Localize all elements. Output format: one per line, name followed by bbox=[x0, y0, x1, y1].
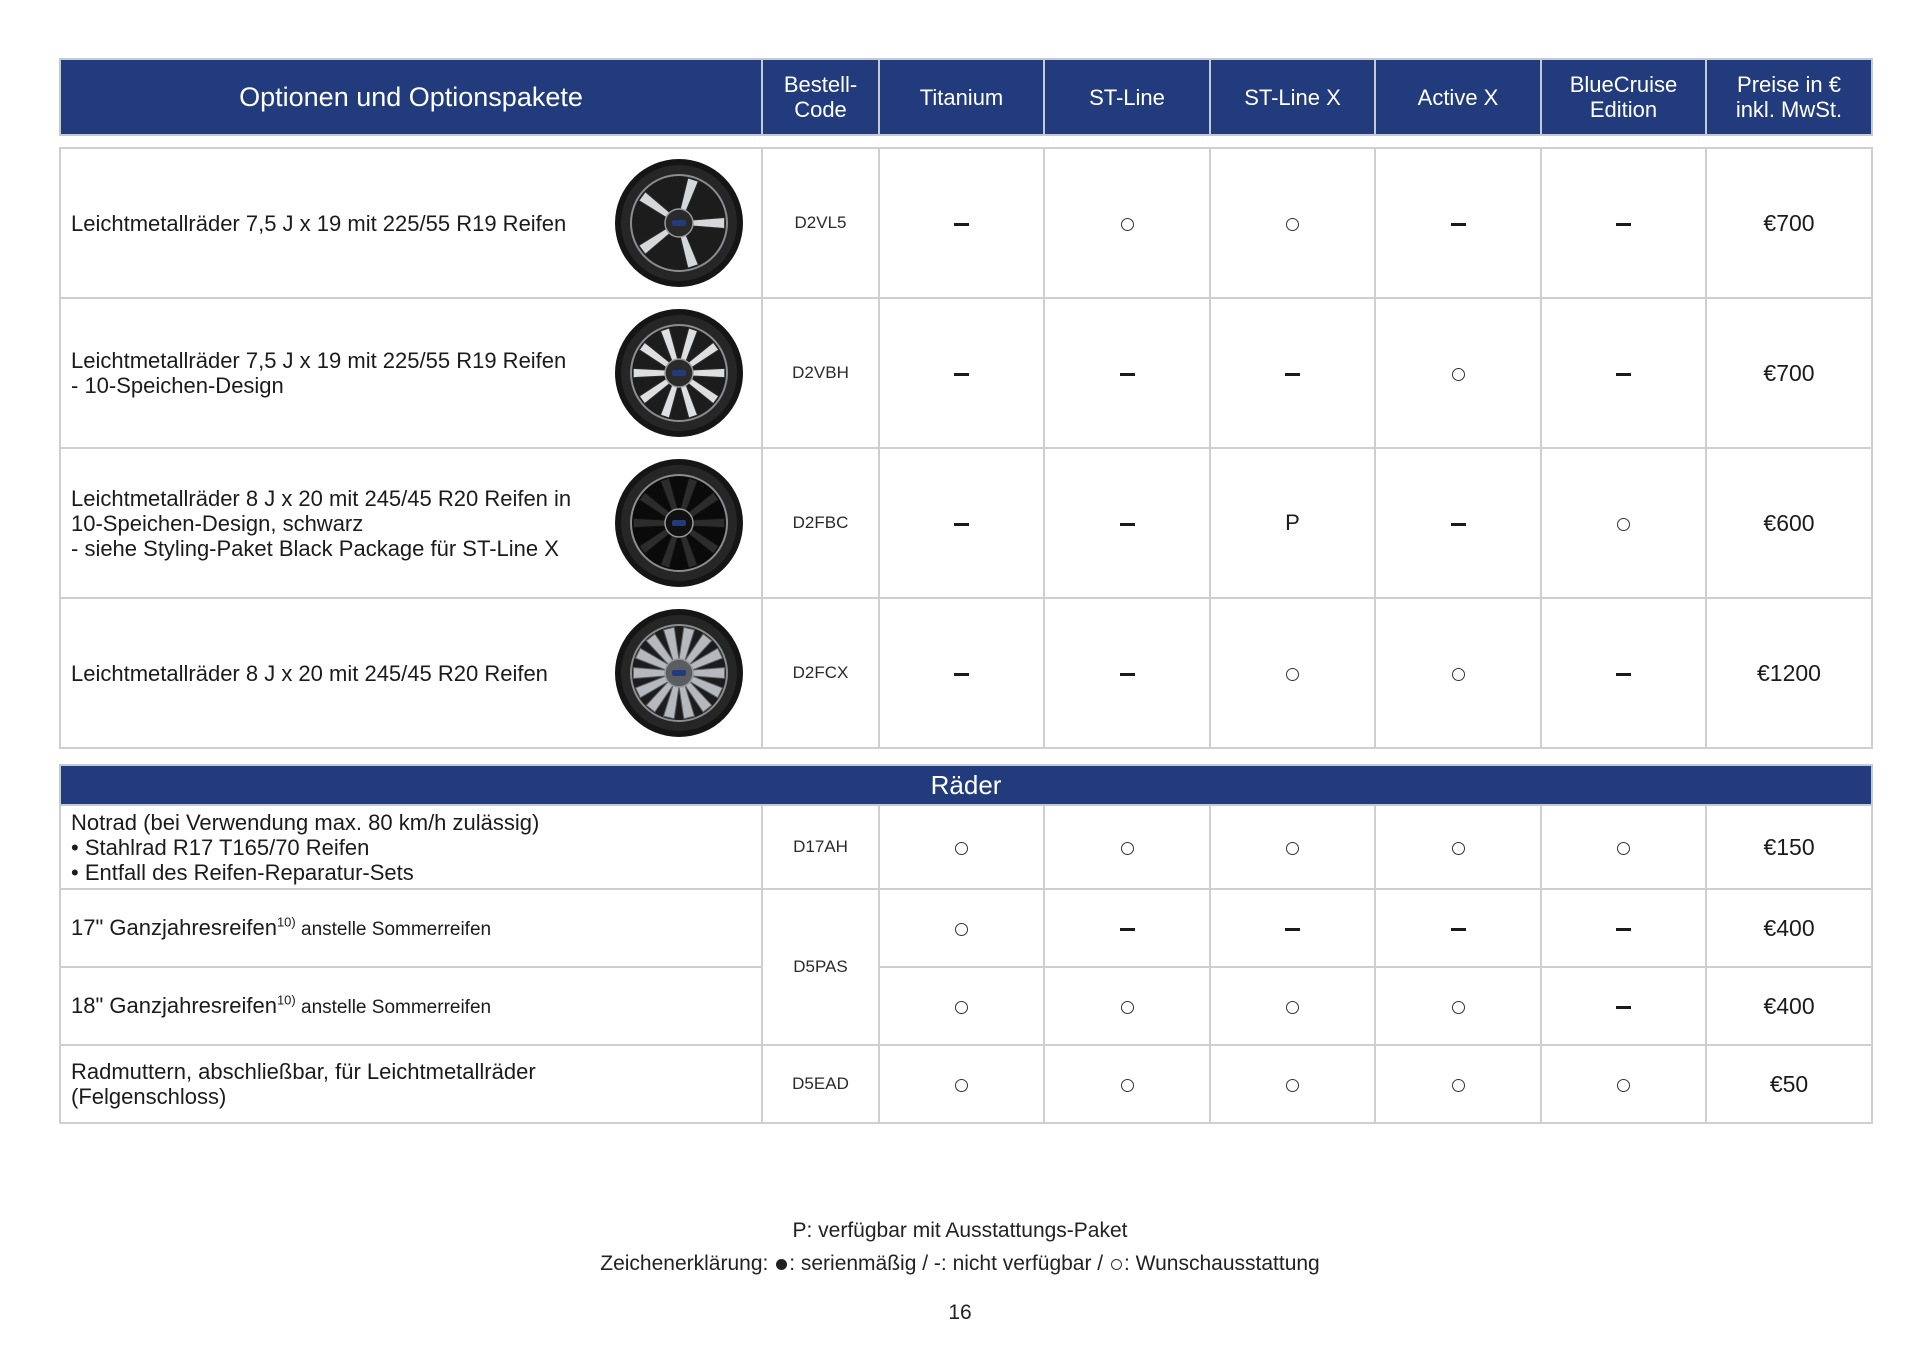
empty-circle-icon bbox=[1121, 218, 1134, 231]
table-row bbox=[60, 598, 1872, 748]
dash-icon bbox=[1120, 673, 1135, 676]
wheel-option-price: €700 bbox=[1706, 298, 1872, 448]
empty-circle-icon bbox=[1617, 842, 1630, 855]
availability-cell bbox=[1375, 967, 1541, 1045]
radmuttern-description: Radmuttern, abschließbar, für Leichtmetallräder (Felgenschloss) bbox=[60, 1045, 762, 1123]
empty-circle-icon bbox=[1452, 668, 1465, 681]
availability-cell bbox=[1541, 298, 1706, 448]
availability-cell bbox=[1044, 967, 1210, 1045]
availability-cell bbox=[1210, 148, 1375, 298]
availability-cell bbox=[1210, 448, 1375, 598]
availability-cell bbox=[1375, 889, 1541, 967]
availability-cell bbox=[1210, 1045, 1375, 1123]
wheel-option-code: D2FBC bbox=[762, 448, 879, 598]
availability-cell bbox=[1375, 805, 1541, 889]
wheel-option-code: D2VBH bbox=[762, 298, 879, 448]
empty-circle-icon bbox=[955, 923, 968, 936]
package-mark: P bbox=[1285, 510, 1300, 535]
table-row bbox=[60, 1045, 1872, 1123]
notrad-description: Notrad (bei Verwendung max. 80 km/h zulässig) • Stahlrad R17 T165/70 Reifen • Entfall des Reifen-Reparatur-Sets bbox=[60, 805, 762, 889]
availability-cell bbox=[879, 967, 1044, 1045]
radmuttern-price: €50 bbox=[1706, 1045, 1872, 1123]
wheel-option-description: Leichtmetallräder 7,5 J x 19 mit 225/55 R19 Reifen - 10-Speichen-Design bbox=[60, 298, 762, 448]
header-table bbox=[59, 58, 1873, 136]
availability-cell bbox=[1044, 598, 1210, 748]
legend-optional: : Wunschausstattung bbox=[1124, 1252, 1320, 1275]
ganzjahr18-price: €400 bbox=[1706, 967, 1872, 1045]
wheel-option-description: Leichtmetallräder 8 J x 20 mit 245/45 R20 Reifen bbox=[60, 598, 762, 748]
legend-prefix: Zeichenerklärung: bbox=[600, 1252, 769, 1275]
notrad-price: €150 bbox=[1706, 805, 1872, 889]
availability-cell bbox=[879, 148, 1044, 298]
availability-cell bbox=[1210, 889, 1375, 967]
table-row bbox=[60, 298, 1872, 448]
empty-circle-icon bbox=[1286, 842, 1299, 855]
availability-cell bbox=[1541, 148, 1706, 298]
availability-cell bbox=[1375, 1045, 1541, 1123]
empty-circle-icon bbox=[955, 842, 968, 855]
wheel-10-spoke-silver-icon bbox=[613, 307, 745, 439]
wheel-10-spoke-black-icon bbox=[613, 457, 745, 589]
dash-icon bbox=[1616, 223, 1631, 226]
empty-circle-icon bbox=[1286, 218, 1299, 231]
availability-cell bbox=[1044, 448, 1210, 598]
availability-cell bbox=[1044, 805, 1210, 889]
wheel-option-code: D2FCX bbox=[762, 598, 879, 748]
availability-cell bbox=[1541, 1045, 1706, 1123]
table-row bbox=[60, 148, 1872, 298]
availability-cell bbox=[1210, 298, 1375, 448]
table-row bbox=[60, 967, 1872, 1045]
availability-cell bbox=[1210, 598, 1375, 748]
availability-cell bbox=[1541, 889, 1706, 967]
availability-cell bbox=[879, 1045, 1044, 1123]
availability-cell bbox=[1044, 1045, 1210, 1123]
header-title: Optionen und Optionspakete bbox=[60, 59, 762, 135]
footer-legend bbox=[0, 1252, 1920, 1276]
availability-cell bbox=[1044, 298, 1210, 448]
empty-circle-icon bbox=[1286, 668, 1299, 681]
dash-icon bbox=[954, 373, 969, 376]
wheel-multi-spoke-grey-icon bbox=[613, 607, 745, 739]
dash-icon bbox=[954, 223, 969, 226]
wheel-option-price: €1200 bbox=[1706, 598, 1872, 748]
header-col-price: Preise in € inkl. MwSt. bbox=[1706, 59, 1872, 135]
raeder-section-title: Räder bbox=[60, 765, 1872, 805]
notrad-code: D17AH bbox=[762, 805, 879, 889]
header-col-st-line: ST-Line bbox=[1044, 59, 1210, 135]
availability-cell bbox=[879, 448, 1044, 598]
ganzjahr18-description: 18" Ganzjahresreifen$^{10)}$ anstelle Sommerreifen bbox=[60, 967, 762, 1045]
wheel-option-price: €600 bbox=[1706, 448, 1872, 598]
empty-circle-icon bbox=[1121, 1001, 1134, 1014]
empty-circle-icon bbox=[1452, 368, 1465, 381]
wheel-option-price: €700 bbox=[1706, 148, 1872, 298]
availability-cell bbox=[1375, 448, 1541, 598]
ganzjahr17-price: €400 bbox=[1706, 889, 1872, 967]
table-row bbox=[60, 889, 1872, 967]
radmuttern-code: D5EAD bbox=[762, 1045, 879, 1123]
dash-icon bbox=[1120, 928, 1135, 931]
availability-cell bbox=[879, 889, 1044, 967]
empty-circle-icon bbox=[1286, 1001, 1299, 1014]
legend-standard: : serienmäßig / -: nicht verfügbar / bbox=[789, 1252, 1104, 1275]
dash-icon bbox=[954, 523, 969, 526]
availability-cell bbox=[1210, 967, 1375, 1045]
availability-cell bbox=[879, 598, 1044, 748]
header-col-st-line-x: ST-Line X bbox=[1210, 59, 1375, 135]
availability-cell bbox=[1375, 148, 1541, 298]
dash-icon bbox=[1616, 373, 1631, 376]
dash-icon bbox=[1120, 373, 1135, 376]
wheel-option-code: D2VL5 bbox=[762, 148, 879, 298]
dash-icon bbox=[954, 673, 969, 676]
ganzjahr17-description: 17" Ganzjahresreifen$^{10)}$ anstelle Sommerreifen bbox=[60, 889, 762, 967]
dash-icon bbox=[1451, 523, 1466, 526]
empty-circle-icon bbox=[1121, 842, 1134, 855]
header-col-bluecruise: BlueCruise Edition bbox=[1541, 59, 1706, 135]
dash-icon bbox=[1285, 373, 1300, 376]
table-row bbox=[60, 448, 1872, 598]
availability-cell bbox=[879, 298, 1044, 448]
wheel-5-spoke-silver-icon bbox=[613, 157, 745, 289]
empty-circle-icon bbox=[1286, 1079, 1299, 1092]
dash-icon bbox=[1616, 1006, 1631, 1009]
availability-cell bbox=[1044, 889, 1210, 967]
wheel-option-description: Leichtmetallräder 8 J x 20 mit 245/45 R20 Reifen in 10-Speichen-Design, schwarz - siehe Styling-Paket Black Package für ST-Line X bbox=[60, 448, 762, 598]
empty-circle-icon bbox=[1121, 1079, 1134, 1092]
dash-icon bbox=[1451, 223, 1466, 226]
raeder-table bbox=[59, 764, 1873, 1124]
dash-icon bbox=[1616, 928, 1631, 931]
dash-icon bbox=[1616, 673, 1631, 676]
empty-circle-icon bbox=[955, 1079, 968, 1092]
empty-circle-icon bbox=[1617, 518, 1630, 531]
wheel-option-description: Leichtmetallräder 7,5 J x 19 mit 225/55 R19 Reifen bbox=[60, 148, 762, 298]
header-col-active-x: Active X bbox=[1375, 59, 1541, 135]
dash-icon bbox=[1451, 928, 1466, 931]
empty-circle-icon bbox=[1617, 1079, 1630, 1092]
ganzjahr-code: D5PAS bbox=[762, 889, 879, 1045]
wheels-table bbox=[59, 147, 1873, 749]
table-row bbox=[60, 805, 1872, 889]
availability-cell bbox=[1541, 967, 1706, 1045]
availability-cell bbox=[1210, 805, 1375, 889]
header-col-code: Bestell- Code bbox=[762, 59, 879, 135]
availability-cell bbox=[879, 805, 1044, 889]
availability-cell bbox=[1375, 598, 1541, 748]
empty-circle-icon bbox=[1452, 1001, 1465, 1014]
dash-icon bbox=[1285, 928, 1300, 931]
page-number: 16 bbox=[948, 1301, 972, 1324]
empty-circle-icon bbox=[1452, 1079, 1465, 1092]
dash-icon bbox=[1120, 523, 1135, 526]
filled-circle-icon bbox=[776, 1259, 787, 1270]
availability-cell bbox=[1541, 805, 1706, 889]
empty-circle-icon bbox=[955, 1001, 968, 1014]
availability-cell bbox=[1541, 448, 1706, 598]
availability-cell bbox=[1044, 148, 1210, 298]
empty-circle-icon bbox=[1452, 842, 1465, 855]
availability-cell bbox=[1541, 598, 1706, 748]
empty-circle-icon bbox=[1111, 1259, 1122, 1270]
footer-p-note: P: verfügbar mit Ausstattungs-Paket bbox=[792, 1219, 1128, 1242]
availability-cell bbox=[1375, 298, 1541, 448]
header-col-titanium: Titanium bbox=[879, 59, 1044, 135]
